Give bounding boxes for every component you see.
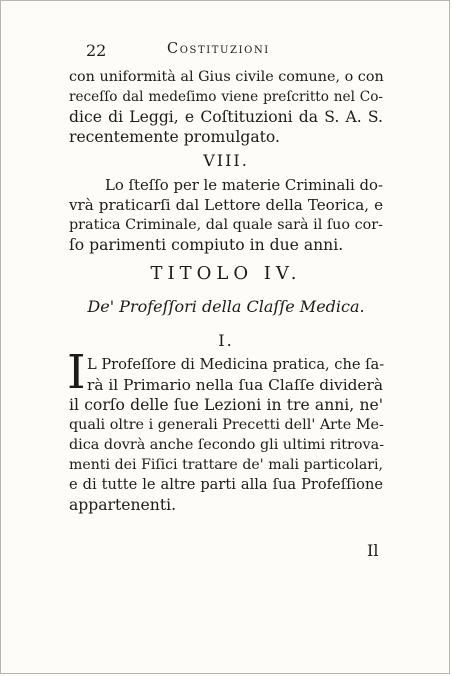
- section-heading-viii: VIII.: [203, 151, 249, 170]
- section-i-line-8: appartenenti.: [69, 496, 177, 514]
- section-viii-line-4: ſo parimenti compiuto in due anni.: [69, 236, 344, 254]
- titolo-heading: TITOLO IV.: [150, 263, 302, 284]
- continuation-line-1: con uniformità al Gius civile comune, o con: [69, 69, 384, 85]
- continuation-line-4: recentemente promulgato.: [69, 128, 280, 146]
- drop-cap: I: [67, 345, 86, 400]
- page-number: 22: [86, 41, 107, 60]
- section-viii-line-3: pratica Criminale, dal quale sarà il ſuo cor-: [69, 217, 383, 233]
- catchword: Il: [367, 541, 379, 560]
- section-i-line-2: rà il Primario nella ſua Claſſe dividerà: [87, 376, 383, 394]
- titolo-subtitle: De' Profeſſori della Claſſe Medica.: [87, 297, 365, 316]
- section-viii-line-1: Lo ſteſſo per le materie Criminali do-: [105, 176, 383, 194]
- section-i-line-1: L Profeſſore di Medicina pratica, che ſa-: [87, 356, 385, 373]
- section-i-line-6: menti dei Fiſici trattare de' mali particolari,: [69, 457, 383, 473]
- section-i-line-3: il corſo delle ſue Lezioni in tre anni, ne': [69, 396, 383, 414]
- continuation-line-2: receſſo dal medeſimo viene preſcritto nel Co-: [69, 89, 383, 105]
- running-title: Costituzioni: [167, 41, 270, 57]
- section-i-line-4: quali oltre i generali Precetti dell' Arte Me-: [69, 417, 384, 433]
- section-heading-i: I.: [218, 331, 234, 350]
- section-i-line-5: dica dovrà anche ſecondo gli ultimi ritrova-: [69, 437, 385, 453]
- section-viii-line-2: vrà praticarſi dal Lettore della Teorica, e: [69, 196, 383, 214]
- continuation-line-3: dice di Leggi, e Coſtituzioni da S. A. S.: [69, 108, 383, 126]
- section-i-line-7: e di tutte le altre parti alla ſua Profeſſione: [69, 476, 383, 493]
